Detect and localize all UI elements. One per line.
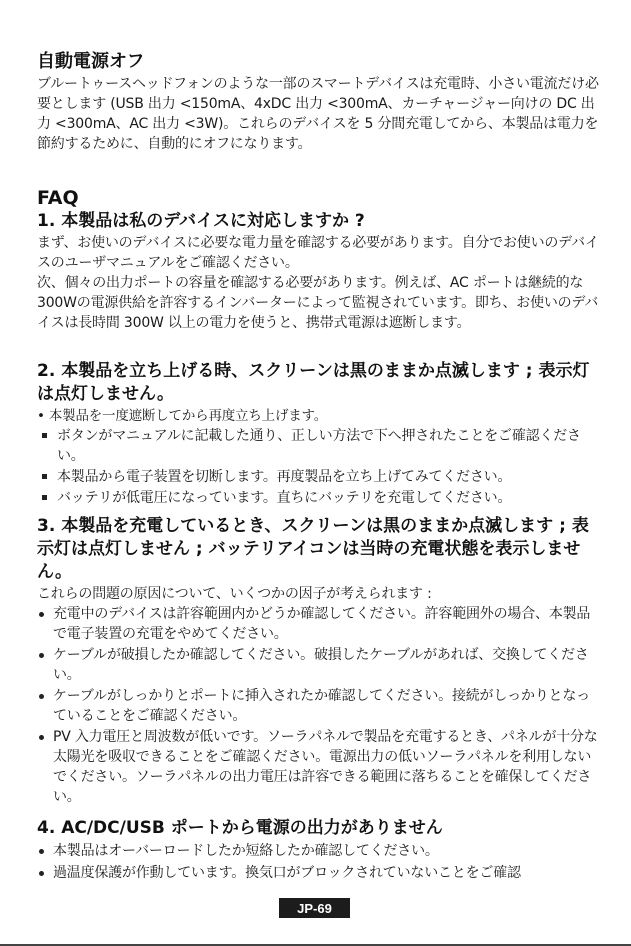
list-item: ボタンがマニュアルに記載した通り、正しい方法で下へ押されたことをご確認ください。 (37, 426, 599, 466)
q2-section (37, 360, 599, 508)
list-item: ケーブルが破損したか確認してください。破損したケーブルがあれば、交換してください。 (37, 645, 599, 685)
list-item: PV 入力電圧と周波数が低いです。ソーラパネルで製品を充電するとき、パネルが十分な太陽光を吸収できることをご確認ください。電源出力の低いソーラパネルを利用しないでください。ソーラパネルの出力電圧は許容できる範囲に落ちることを確保してください。 (37, 727, 599, 807)
page-number-badge: JP-69 (279, 898, 350, 918)
list-item: 過温度保護が作動しています。換気口がブロックされていないことをご確認 (37, 863, 599, 883)
list-item: 充電中のデバイスは許容範囲内かどうか確認してください。許容範囲外の場合、本製品で電子装置の充電をやめてください。 (37, 604, 599, 644)
q3-heading: 3. 本製品を充電しているとき、スクリーンは黒のままか点滅します ; 表示灯は点灯しません ; バッテリアイコンは当時の充電状態を表示しません。 (37, 516, 589, 582)
auto-off-section (37, 50, 599, 154)
q4-section (37, 817, 599, 883)
q4-heading: 4. AC/DC/USB ポートから電源の出力がありません (37, 818, 443, 838)
q2-intro: • 本製品を一度遮断してから再度立ち上げます。 (37, 408, 328, 424)
list-item: ケーブルがしっかりとポートに挿入されたか確認してください。接続がしっかりとなっていることをご確認ください。 (37, 686, 599, 726)
q4-list (37, 841, 599, 883)
list-item: 本製品から電子装置を切断します。再度製品を立ち上げてみてください。 (37, 467, 599, 487)
auto-off-text: ブルートゥースヘッドフォンのような一部のスマートデバイスは充電時、小さい電流だけ必要とします (USB 出力 <150mA、4xDC 出力 <300mA、カーチャージャー向けの DC 出力 <300mA、AC 出力 <3W)。これらのデバイスを 5 分間充電してから、本製品は電力を節約するために、自動的にオフになります。 (37, 76, 599, 152)
q2-heading: 2. 本製品を立ち上げる時、スクリーンは黒のままか点滅します ; 表示灯は点灯しません。 (37, 361, 590, 404)
list-item: 本製品はオーバーロードしたか短絡したか確認してください。 (37, 841, 599, 861)
q1-paragraph-1: まず、お使いのデバイスに必要な電力量を確認する必要があります。自分でお使いのデバイスのユーザマニュアルをご確認ください。 (37, 235, 599, 271)
q3-intro: これらの問題の原因について、いくつかの因子が考えられます : (37, 586, 432, 602)
q1-heading: 1. 本製品は私のデバイスに対応しますか ? (37, 211, 365, 231)
faq-heading: FAQ (37, 187, 79, 209)
q1-paragraph-2: 次、個々の出力ポートの容量を確認する必要があります。例えば、AC ポートは継続的な300Wの電源供給を許容するインバーターによって監視されています。即ち、お使いのデバイスは長時間 300W 以上の電力を使うと、携帯式電源は遮断します。 (37, 275, 599, 331)
q3-list (37, 604, 599, 807)
faq-section (37, 186, 599, 333)
list-item: バッテリが低電圧になっています。直ちにバッテリを充電してください。 (37, 488, 599, 508)
q2-list (37, 426, 599, 508)
q3-section (37, 515, 599, 807)
auto-off-heading: 自動電源オフ (37, 51, 145, 72)
